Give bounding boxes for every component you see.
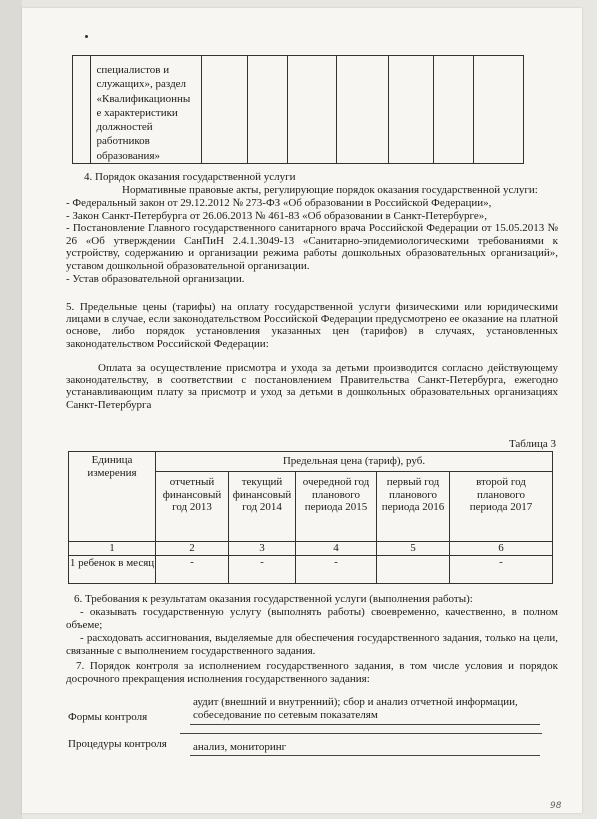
scan-edge [0, 0, 22, 819]
row-value: - [229, 555, 296, 583]
forms-underline [190, 724, 540, 725]
law-item: - Устав образовательной организации. [66, 272, 245, 285]
law-item: - Закон Санкт-Петербурга от 26.06.2013 № 461-83 «Об образовании в Санкт-Петербурге», [66, 209, 487, 222]
table3 [68, 451, 553, 584]
law-item: - Постановление Главного государственного санитарного врача Российской Федерации от 15.05.2013 № 26 «Об утверждении СанПиН 2.4.1.3049-13 «Санитарно-эпидемиологическими требованиями к устройству, содержанию и организации режима работы дошкольных образовательных организаций», уставом дошкольной образовательной организации. [66, 222, 558, 272]
table3-caption: Таблица 3 [508, 438, 556, 450]
col-number: 6 [450, 542, 553, 556]
cell-line: работников [96, 135, 150, 148]
year-header: текущий финансовый год 2014 [229, 472, 296, 542]
separator-line [180, 733, 542, 734]
section4-list [66, 197, 558, 285]
procedures-value: анализ, мониторинг [193, 741, 287, 753]
forms-value: аудит (внешний и внутренний); сбор и анализ отчетной информации, собеседование по сетевым показателям [193, 696, 518, 721]
cell-line: служащих», раздел [96, 78, 187, 91]
row-unit: 1 ребенок в месяц [69, 555, 156, 583]
year-header: очередной год планового периода 2015 [296, 472, 377, 542]
page-mark: 98 [550, 801, 562, 811]
col-number: 3 [229, 542, 296, 556]
section6-heading: 6. Требования к результатам оказания государственной услуги (выполнения работы): [74, 593, 473, 605]
procedures-underline [190, 755, 540, 756]
procedures-label: Процедуры контроля [68, 738, 167, 750]
year-header: второй год планового периода 2017 [450, 472, 553, 542]
cell-line: специалистов и [96, 64, 170, 76]
unit-header: Единица измерения [69, 452, 156, 542]
section5-text: 5. Предельные цены (тарифы) на оплату государственной услуги физическими или юридическими лицами в случае, если законодательством Российской Федерации предусмотрено ее оказание на платной основе, либо порядок установления указанных цен (тарифов) в случаях, установленных законодательством Российской Федерации: [66, 301, 558, 350]
price-header: Предельная цена (тариф), руб. [156, 452, 553, 472]
section4-intro: Нормативные правовые акты, регулирующие порядок оказания государственной услуги: [122, 184, 538, 196]
row-value: - [296, 555, 377, 583]
col-number: 4 [296, 542, 377, 556]
section6-item: - расходовать ассигнования, выделяемые для обеспечения государственного задания, только на цели, связанные с выполнением государственного задания. [66, 632, 558, 657]
col-number: 2 [156, 542, 229, 556]
forms-label: Формы контроля [68, 711, 148, 723]
row-value: - [156, 555, 229, 583]
row-value: - [450, 555, 553, 583]
cell-line: е характеристики [96, 106, 178, 119]
top-table-fragment [72, 55, 524, 164]
cell-line: «Квалификационны [96, 92, 191, 105]
row-value [377, 555, 450, 583]
year-header: первый год планового периода 2016 [377, 472, 450, 542]
cell-line: образования» [96, 149, 161, 162]
scan-dot [85, 35, 88, 38]
col-number: 1 [69, 542, 156, 556]
cell-line: должностей [96, 121, 153, 134]
section6-item: - оказывать государственную услугу (выполнять работы) своевременно, качественно, в полном объеме; [66, 606, 558, 631]
section5-paragraph: Оплата за осуществление присмотра и ухода за детьми производится согласно действующему законодательству, в соответствии с постановлением Правительства Санкт-Петербурга, ежегодно устанавливающим плату за присмотр и уход за детьми в дошкольных образовательных организациях Санкт-Петербурга [66, 362, 558, 411]
col-number: 5 [377, 542, 450, 556]
section7-text: 7. Порядок контроля за исполнением государственного задания, в том числе условия и порядок досрочного прекращения исполнения государственного задания: [66, 660, 558, 685]
top-table-cell [91, 56, 202, 164]
section4-heading: 4. Порядок оказания государственной услуги [84, 171, 296, 183]
year-header: отчетный финансовый год 2013 [156, 472, 229, 542]
law-item: - Федеральный закон от 29.12.2012 № 273-ФЗ «Об образовании в Российской Федерации», [66, 197, 492, 209]
